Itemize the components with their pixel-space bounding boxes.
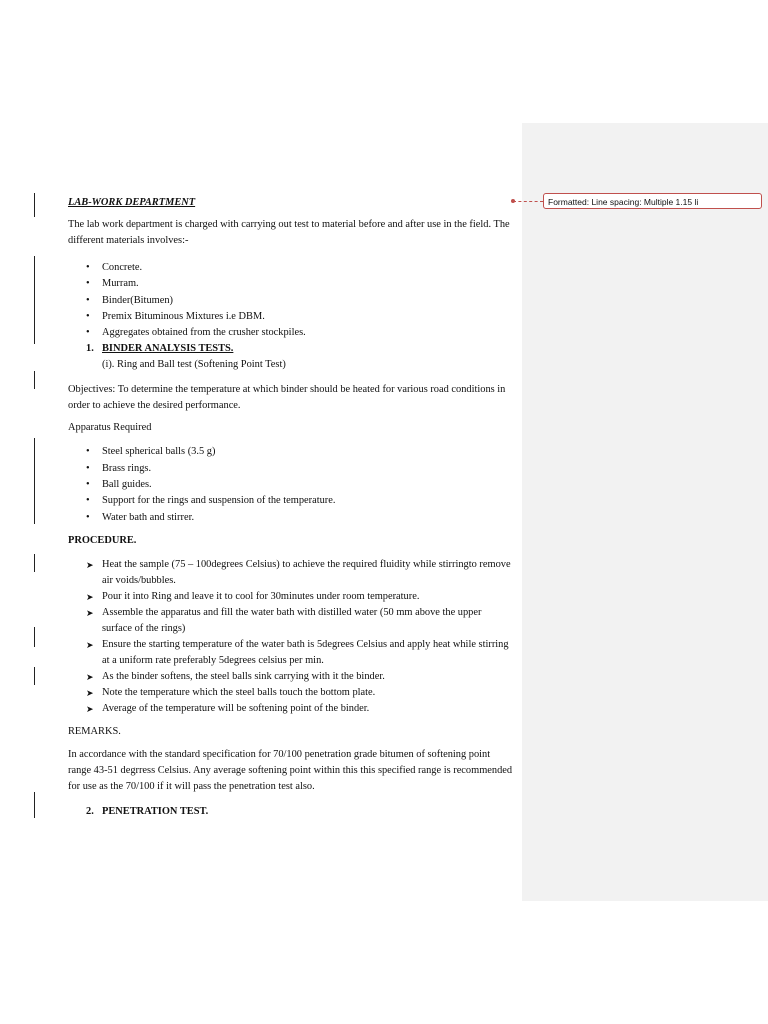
arrow-bullet-icon: ➤ bbox=[86, 703, 94, 714]
list-item: • Support for the rings and suspension of the temperature. bbox=[68, 493, 514, 509]
change-bar bbox=[34, 554, 35, 572]
section-title: PENETRATION TEST. bbox=[102, 805, 209, 817]
comment-connector bbox=[513, 201, 543, 202]
change-bar bbox=[34, 256, 35, 344]
list-item: ➤ Pour it into Ring and leave it to cool for 30minutes under room temperature. bbox=[68, 589, 514, 605]
arrow-bullet-icon: ➤ bbox=[86, 639, 94, 650]
change-bar bbox=[34, 627, 35, 647]
list-item: • Ball guides. bbox=[68, 477, 514, 493]
section-title: BINDER ANALYSIS TESTS. bbox=[102, 343, 234, 355]
change-bar bbox=[34, 438, 35, 524]
numbered-section-2 bbox=[68, 804, 514, 820]
list-item: ➤ Ensure the starting temperature of the water bath is 5degrees Celsius and apply heat while stirring at a uniform rate preferably 5degrees celsius per min. bbox=[86, 638, 509, 666]
list-item: • Premix Bituminous Mixtures i.e DBM. bbox=[68, 309, 514, 325]
list-number: 1. bbox=[86, 343, 94, 355]
remarks-paragraph: In accordance with the standard specification for 70/100 penetration grade bitumen of softening point range 43-51 degrress Celsius. Any average softening point within this this specified range is recommended for use as the 70/100 if it will pass the penetration test also. bbox=[68, 748, 513, 792]
bullet-icon: • bbox=[86, 462, 90, 474]
list-item: ➤ Average of the temperature will be softening point of the binder. bbox=[68, 701, 514, 717]
apparatus-list bbox=[68, 444, 514, 525]
objectives-paragraph: Objectives: To determine the temperature at which binder should be heated for various road conditions in order to achieve the desired performance. bbox=[68, 384, 506, 412]
list-item: • Murram. bbox=[68, 276, 514, 292]
procedure-label: PROCEDURE. bbox=[68, 534, 137, 546]
change-bar bbox=[34, 667, 35, 685]
apparatus-label: Apparatus Required bbox=[68, 422, 152, 434]
list-item: • Concrete. bbox=[68, 260, 514, 276]
procedure-list bbox=[68, 557, 514, 717]
list-item: ➤ Note the temperature which the steel balls touch the bottom plate. bbox=[68, 685, 514, 701]
section-subtitle: (i). Ring and Ball test (Softening Point Test) bbox=[102, 359, 286, 371]
bullet-icon: • bbox=[86, 495, 90, 507]
bullet-icon: • bbox=[86, 479, 90, 491]
section-heading: LAB-WORK DEPARTMENT bbox=[68, 197, 196, 208]
bullet-icon: • bbox=[86, 511, 90, 523]
list-item: ➤ As the binder softens, the steel balls sink carrying with it the binder. bbox=[68, 669, 514, 685]
bullet-icon: • bbox=[86, 310, 90, 322]
arrow-bullet-icon: ➤ bbox=[86, 687, 94, 698]
comment-pane bbox=[522, 123, 768, 901]
list-item: ➤ Heat the sample (75 – 100degrees Celsius) to achieve the required fluidity while stirringto remove air voids/bubbles. bbox=[86, 558, 511, 586]
bullet-icon: • bbox=[86, 327, 90, 339]
list-item: ➤ Assemble the apparatus and fill the water bath with distilled water (50 mm above the upper surface of the rings) bbox=[86, 606, 482, 634]
intro-paragraph: The lab work department is charged with carrying out test to material before and after use in the field. The different materials involves:- bbox=[68, 219, 510, 246]
list-item: • Aggregates obtained from the crusher stockpiles. bbox=[68, 325, 514, 341]
change-bar bbox=[34, 792, 35, 818]
list-item bbox=[68, 341, 514, 373]
list-item: • Binder(Bitumen) bbox=[68, 293, 514, 309]
bullet-icon: • bbox=[86, 262, 90, 273]
bullet-icon: • bbox=[86, 278, 90, 290]
list-item bbox=[68, 804, 514, 820]
remarks-label: REMARKS. bbox=[68, 725, 121, 737]
bullet-icon: • bbox=[86, 294, 90, 306]
arrow-bullet-icon: ➤ bbox=[86, 591, 94, 602]
bullet-icon: • bbox=[86, 446, 90, 458]
list-number: 2. bbox=[86, 805, 94, 817]
change-bar bbox=[34, 371, 35, 389]
arrow-bullet-icon: ➤ bbox=[86, 607, 94, 618]
list-item: • Steel spherical balls (3.5 g) bbox=[68, 444, 514, 460]
document-body[interactable] bbox=[68, 195, 514, 820]
materials-list bbox=[68, 260, 514, 341]
numbered-section-1 bbox=[68, 341, 514, 373]
format-comment-balloon[interactable]: Formatted: Line spacing: Multiple 1.15 li bbox=[543, 193, 762, 209]
arrow-bullet-icon: ➤ bbox=[86, 671, 94, 682]
list-item: • Brass rings. bbox=[68, 461, 514, 477]
arrow-bullet-icon: ➤ bbox=[86, 559, 94, 570]
change-bar bbox=[34, 193, 35, 217]
list-item: • Water bath and stirrer. bbox=[68, 510, 514, 526]
